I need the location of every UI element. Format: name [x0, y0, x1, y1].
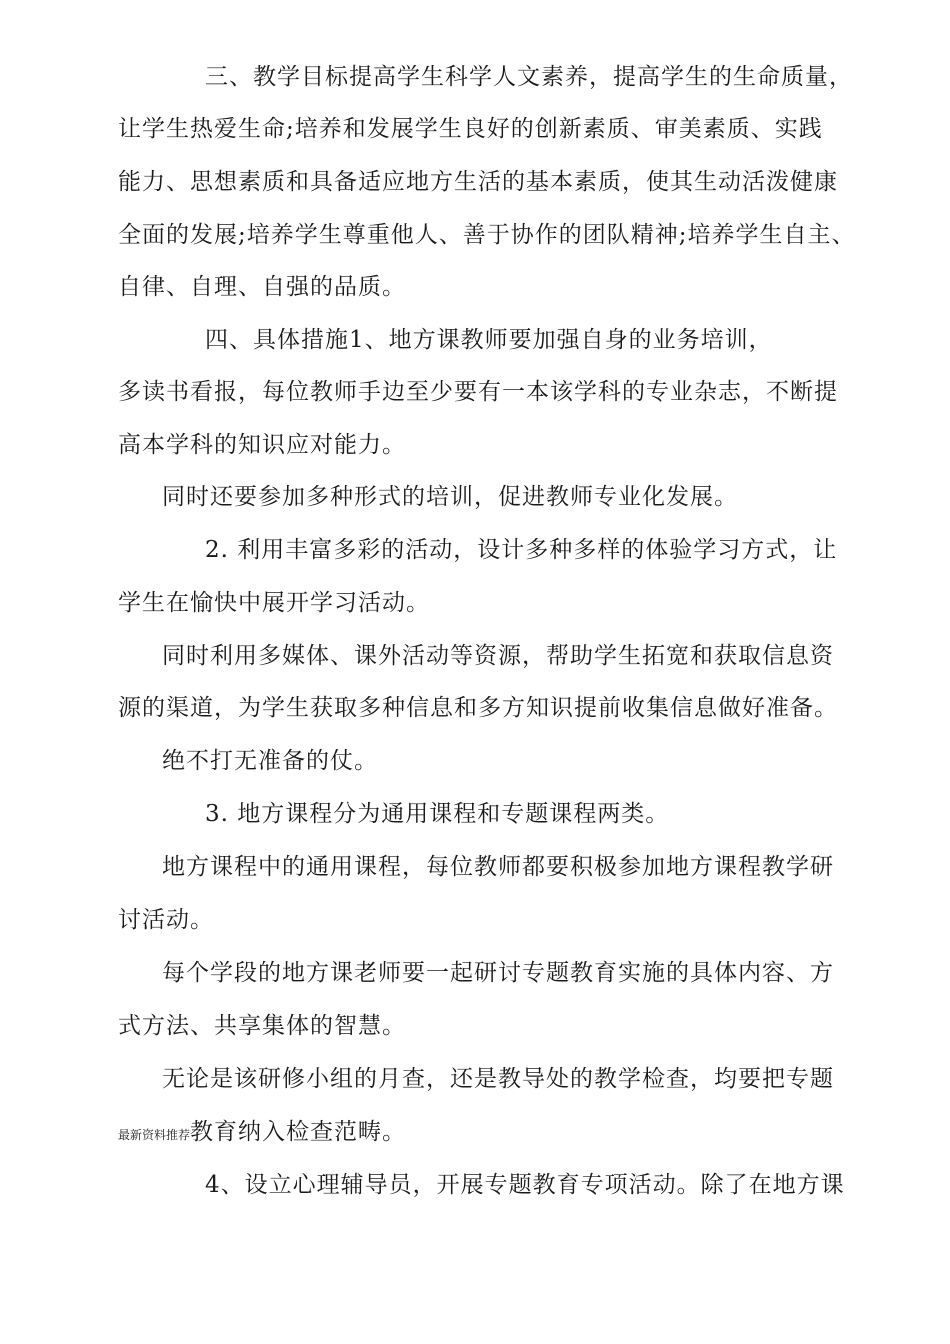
paragraph-line-text: 教育纳入检查范畴。: [190, 1119, 407, 1145]
paragraph-line: 三、教学目标提高学生科学人文素养，提高学生的生命质量，: [205, 64, 853, 90]
paragraph-line: 式方法、共享集体的智慧。: [118, 1013, 406, 1039]
paragraph-line: 绝不打无准备的仗。: [162, 748, 378, 774]
paragraph-line: 讨活动。: [118, 907, 214, 933]
paragraph-line: 能力、思想素质和具备适应地方生活的基本素质，使其生动活泼健康: [118, 169, 838, 195]
paragraph-line: 同时还要参加多种形式的培训，促进教师专业化发展。: [162, 484, 738, 510]
paragraph-line: 无论是该研修小组的月查，还是教导处的教学检查，均要把专题: [162, 1066, 834, 1092]
paragraph-line: 同时利用多媒体、课外活动等资源，帮助学生拓宽和获取信息资: [162, 643, 834, 669]
paragraph-line: 学生在愉快中展开学习活动。: [118, 590, 430, 616]
paragraph-line-with-watermark: [118, 1117, 406, 1150]
paragraph-line: 自律、自理、自强的品质。: [118, 274, 406, 300]
paragraph-line: 全面的发展;培养学生尊重他人、善于协作的团队精神;培养学生自主、: [118, 222, 856, 248]
paragraph-line: 4、设立心理辅导员，开展专题教育专项活动。除了在地方课: [205, 1172, 845, 1198]
paragraph-line: 3. 地方课程分为通用课程和专题课程两类。: [205, 801, 670, 827]
watermark-text: 最新资料推荐: [118, 1128, 191, 1142]
paragraph-line: 四、具体措施1、地方课教师要加强自身的业务培训，: [205, 327, 773, 353]
paragraph-line: 源的渠道，为学生获取多种信息和多方知识提前收集信息做好准备。: [118, 695, 838, 721]
paragraph-line: 高本学科的知识应对能力。: [118, 432, 406, 458]
paragraph-line: 地方课程中的通用课程，每位教师都要积极参加地方课程教学研: [162, 854, 834, 880]
paragraph-line: 多读书看报，每位教师手边至少要有一本该学科的专业杂志，不断提: [118, 379, 838, 405]
paragraph-line: 让学生热爱生命;培养和发展学生良好的创新素质、审美素质、实践: [118, 116, 823, 142]
paragraph-line: 2. 利用丰富多彩的活动，设计多种多样的体验学习方式，让: [205, 537, 838, 563]
paragraph-line: 每个学段的地方课老师要一起研讨专题教育实施的具体内容、方: [162, 960, 834, 986]
